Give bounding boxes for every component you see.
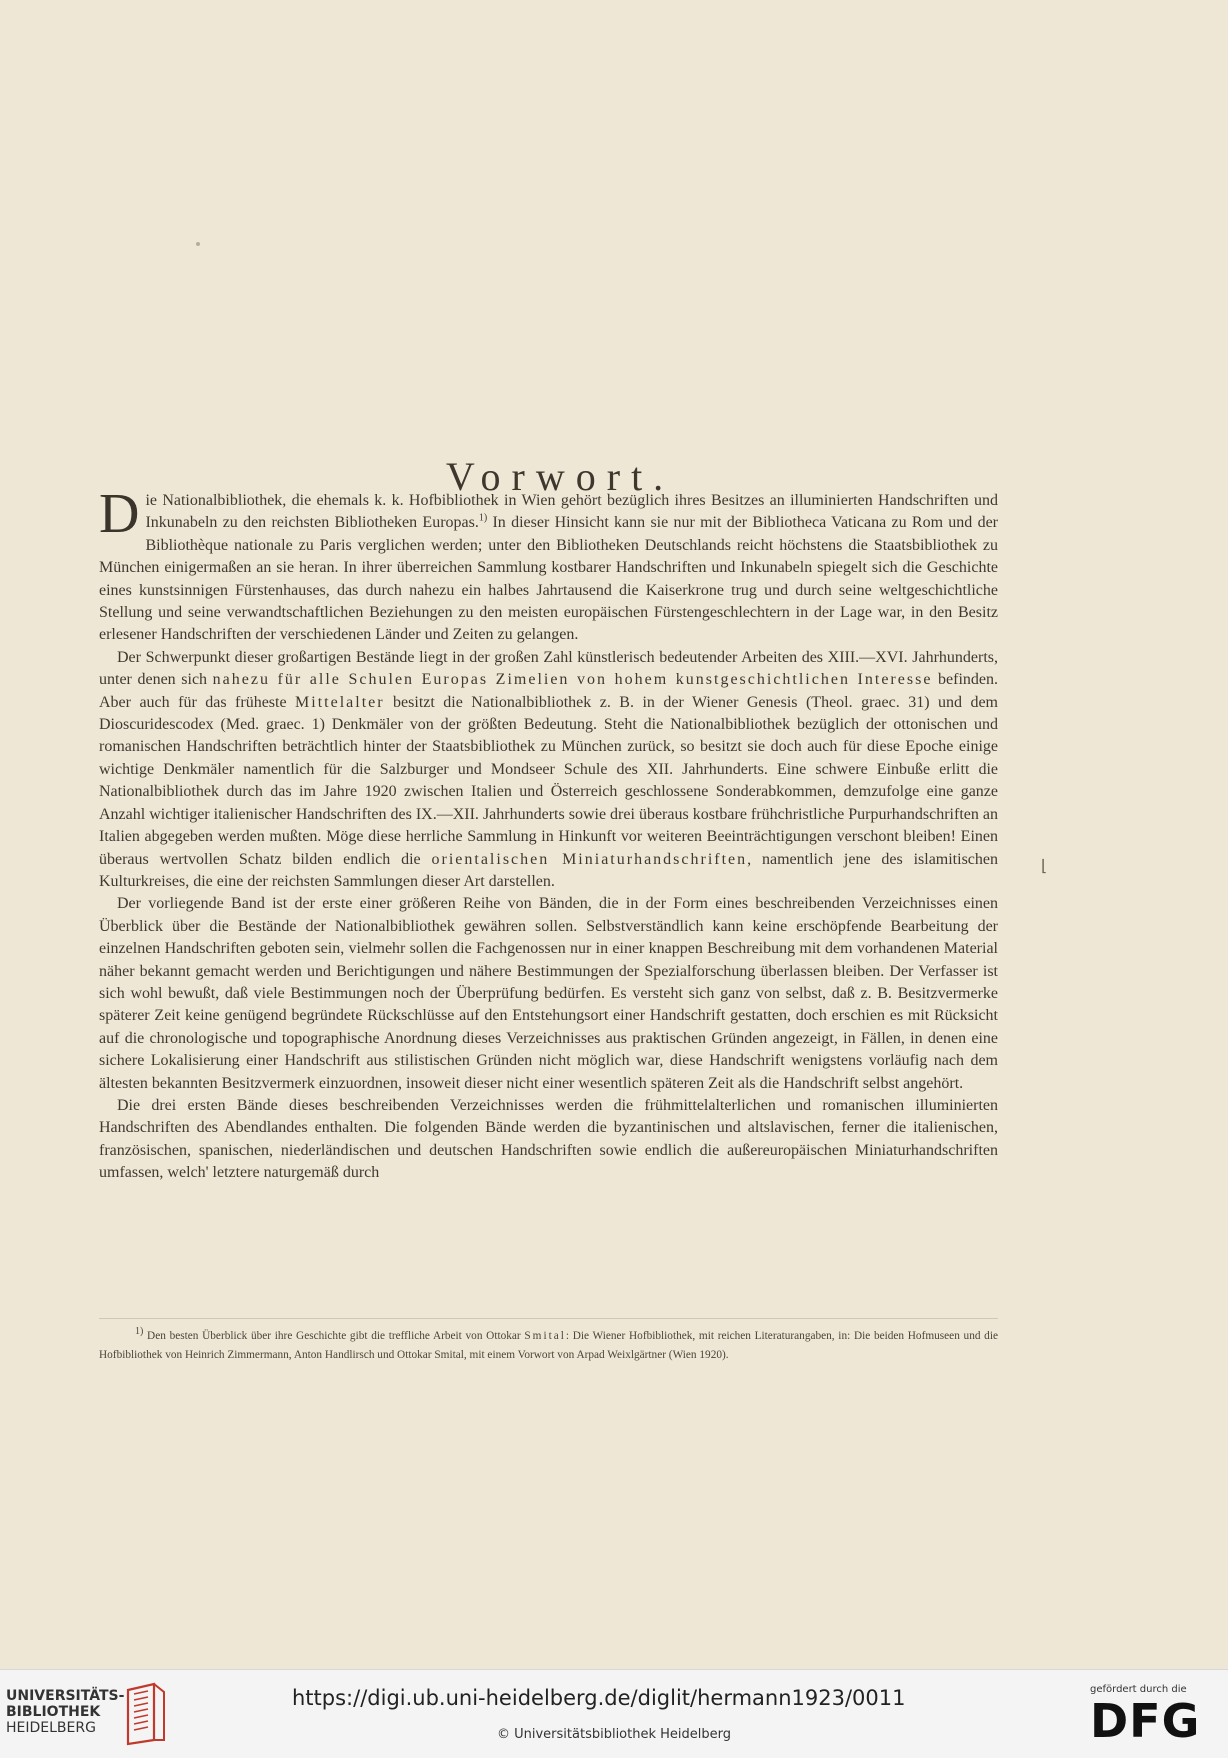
paragraph-4 (99, 1095, 998, 1185)
paragraph-1-content (99, 483, 998, 644)
body-text (99, 483, 999, 1185)
library-name-line-1: UNIVERSITÄTS- (6, 1688, 125, 1704)
text-run: , namentlich jene des islamitischen Kulturkreises, die eine der reichsten Sammlungen dieser Art darstellen. (99, 850, 999, 890)
library-name-line-2: BIBLIOTHEK (6, 1704, 101, 1720)
spaced-emphasis: Mittelalter (295, 693, 385, 711)
spaced-emphasis: orientalischen Miniaturhandschriften (431, 850, 748, 868)
text-run: In dieser Hinsicht kann sie nur mit der Bibliotheca Vaticana zu Rom und der Bibliothèque nationale zu Paris verglichen werden; unter den Bibliotheken Deutschlands reicht höchstens die Staatsbibliothek zu München einigermaßen an sie heran. In ihrer überreichen Sammlung kostbarer Handschriften und Inkunabeln spiegelt sich die Geschichte eines kunstsinnigen Fürstenhauses, das durch nahezu ein halbes Jahrtausend die Kaiserkrone trug und durch seine weltgeschichtliche Stellung und seine verwandtschaftlichen Beziehungen zu den meisten europäischen Fürstengeschlechtern in der Lage war, in den Besitz erlesener Handschriften der verschiedenen Länder und Zeiten zu gelangen. (99, 514, 998, 644)
text-run: Der vorliegende Band ist der erste einer größeren Reihe von Bänden, die in der Form eines beschreibenden Verzeichnisses einen Überblick über die Bestände der Nationalbibliothek gewähren sollen. Selbstverständlich kann keine erschöpfende Bearbeitung der einzelnen Handschriften geboten sein, vielmehr sollen die Fachgenossen nur in einer knappen Beschreibung mit dem vorhandenen Material näher bekannt gemacht werden und Berichtigungen und nähere Bestimmungen der Spezialforschung überlassen bleiben. Der Verfasser ist sich wohl bewußt, daß viele Bestimmungen noch der Überprüfung bedürfen. Es versteht sich ganz von selbst, daß z. B. Besitzvermerke späterer Zeit keine genügend begründete Rückschlüsse auf den Entstehungsort einer Handschrift gestatten, doch erschien es mit Rücksicht auf die chronologische und topographische Anordnung dieses Verzeichnisses aus praktischen Gründen angezeigt, in Fällen, in denen eine sichere Lokalisierung einer Handschrift aus stilistischen Gründen nicht möglich war, diese Handschrift wenigstens vorläufig nach dem ältesten bekannten Besitzvermerk einzuordnen, insoweit dieser nicht einer wesentlich späteren Zeit als die Handschrift selbst angehört. (99, 895, 998, 1092)
text-run: befinden. Aber auch für das früheste (99, 671, 998, 711)
funding-label: gefördert durch die (1090, 1684, 1187, 1695)
text-run: Die drei ersten Bände dieses beschreibenden Verzeichnisses werden die frühmittelalterlichen und romanischen illuminierten Handschriften des Abendlandes enthalten. Die folgenden Bände werden die byzantinischen und altslavischen, ferner die italienischen, französischen, spanischen, niederländischen und deutschen Handschriften sowie endlich die außereuropäischen Miniaturhandschriften umfassen, welch' letztere naturgemäß durch (99, 1096, 998, 1182)
footer-bar (0, 1669, 1228, 1758)
spaced-emphasis: nahezu für alle Schulen Europas Zimelien von hohem kunstgeschichtlichen Interesse (212, 671, 933, 689)
text-run: besitzt die Nationalbibliothek z. B. in der Wiener Genesis (Theol. graec. 31) und dem Dioscuridescodex (Med. graec. 1) Denkmäler von der größten Bedeutung. Steht die Nationalbibliothek bezüglich der ottonischen und romanischen Handschriften beträchtlich hinter der Staatsbibliothek zu München zurück, so besitzt sie doch auch für diese Epoche einige wichtige Denkmäler namentlich für die Salzburger und Mondseer Schule des XII. Jahrhunderts. Eine schwere Einbuße erlitt die Nationalbibliothek durch das im Jahre 1920 zwischen Italien und Österreich geschlossene Sonderabkommen, demzufolge eine ganze Anzahl wichtiger italienischer Handschriften des IX.—XII. Jahrhunderts sowie drei überaus kostbare frühchristliche Purpurhandschriften an Italien abgegeben werden mußten. Möge diese herrliche Sammlung in Hinkunft vor weiteren Beeinträchtigungen verschont bleiben! Einen überaus wertvollen Schatz bilden endlich die (99, 693, 999, 868)
footnote-rule (99, 1318, 998, 1319)
copyright-notice: © Universitätsbibliothek Heidelberg (496, 1727, 731, 1742)
text-run: ie Nationalbibliothek, die ehemals k. k. Hofbibliothek in Wien gehört bezüglich ihres Besitzes an illuminierten Handschriften und Inkunabeln zu den reichsten Bibliotheken Europas. (145, 492, 998, 532)
footnote-marker: 1) (478, 513, 488, 525)
paragraph-2 (99, 647, 998, 893)
text-run: Der Schwerpunkt dieser großartigen Bestände liegt in der großen Zahl künstlerisch bedeutender Arbeiten des XIII.—XVI. Jahrhunderts, unter denen sich (99, 648, 998, 689)
spaced-emphasis: Smital (524, 1330, 566, 1342)
footnote-marker: 1) (135, 1326, 144, 1338)
library-name-line-3: HEIDELBERG (6, 1720, 96, 1736)
paragraph-3 (99, 893, 998, 1095)
text-run: : Die Wiener Hofbibliothek, mit reichen Literaturangaben, in: Die beiden Hofmuseen und die Hofbibliothek von Heinrich Zimmermann, Anton Handlirsch und Ottokar Smital, mit einem Vorwort von Arpad Weixlgärtner (Wien 1920). (99, 1330, 998, 1361)
permalink-url[interactable]: https://digi.ub.uni-heidelberg.de/diglit/hermann1923/0011 (292, 1686, 906, 1710)
page-title: Vorwort. (445, 453, 675, 499)
footnote (99, 1327, 998, 1365)
text-run: Den besten Überblick über ihre Geschichte gibt die treffliche Arbeit von Ottokar (143, 1330, 525, 1342)
paragraph-1 (99, 483, 998, 647)
margin-mark: ⌊ (1041, 858, 1048, 875)
paper-speck (196, 242, 200, 246)
drop-cap: D (99, 483, 140, 545)
dfg-logo[interactable]: DFG (1090, 1694, 1201, 1748)
